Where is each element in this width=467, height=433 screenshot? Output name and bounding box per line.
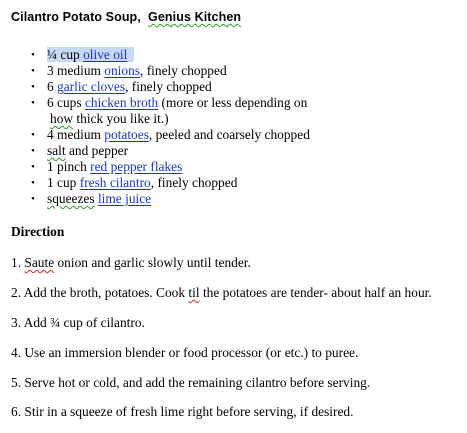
list-item — [0, 143, 310, 159]
recipe-title: Cilantro Potato Soup, — [11, 10, 141, 24]
step-text: Add ¾ cup of cilantro. — [23, 315, 145, 330]
step-number: 4. — [11, 345, 25, 360]
step-number: 6. — [11, 404, 25, 419]
step-number: 2. — [11, 285, 24, 300]
bullet-icon: • — [31, 65, 35, 77]
recipe-source: Genius Kitchen — [148, 10, 242, 24]
bullet-icon: • — [31, 129, 35, 141]
ingredient-link[interactable]: chicken broth — [84, 95, 159, 110]
ingredient-text: 6 cups — [47, 95, 85, 110]
ingredient-link[interactable]: red pepper flakes — [90, 159, 183, 174]
direction-step — [11, 285, 432, 301]
ingredient-text: 6 — [47, 79, 58, 94]
step-text: Stir in a squeeze of fresh lime right before serving, if desired. — [24, 404, 354, 419]
bullet-icon: • — [31, 81, 35, 93]
ingredient-text: 1 pinch — [47, 159, 91, 174]
ingredient-list — [0, 47, 310, 207]
ingredient-text: , finely chopped — [150, 175, 238, 190]
list-item — [0, 111, 310, 127]
ingredient-link[interactable]: onions — [104, 63, 140, 78]
ingredient-text: thick you like it.) — [73, 111, 169, 126]
ingredient-link[interactable]: potatoes — [104, 127, 149, 142]
ingredient-text: , peeled and coarsely chopped — [148, 127, 310, 142]
direction-step — [11, 375, 370, 391]
ingredient-text: 1 cup — [47, 175, 80, 190]
step-text: Add the broth, potatoes. Cook — [23, 285, 189, 300]
step-text: Saute — [24, 255, 55, 270]
step-text: Use an immersion blender or food processor (or etc.) to puree. — [24, 345, 359, 360]
list-item — [0, 127, 310, 143]
direction-step — [11, 404, 353, 420]
list-item — [0, 95, 310, 111]
bullet-icon: • — [31, 145, 35, 157]
ingredient-link[interactable]: fresh cilantro — [79, 175, 151, 190]
step-text: Serve hot or cold, and add the remaining cilantro before serving. — [24, 375, 371, 390]
step-text: onion and garlic slowly until tender. — [54, 255, 251, 270]
page-title — [11, 10, 241, 24]
ingredient-text: 3 medium — [47, 63, 105, 78]
list-item — [0, 47, 310, 63]
ingredient-text: ¼ cup — [47, 47, 84, 62]
ingredient-text: 4 medium — [47, 127, 105, 142]
ingredient-text: (more or less depending on — [158, 95, 308, 110]
direction-step — [11, 255, 251, 271]
step-text: the potatoes are tender- about half an hour. — [199, 285, 432, 300]
ingredient-highlight — [47, 47, 134, 62]
bullet-icon: • — [31, 177, 35, 189]
ingredient-text: and pepper — [65, 143, 129, 158]
ingredient-text: , finely chopped — [140, 63, 227, 78]
ingredient-link[interactable]: olive oil — [83, 47, 128, 62]
direction-heading: Direction — [11, 224, 65, 239]
direction-step — [11, 315, 145, 331]
step-number: 5. — [11, 375, 25, 390]
list-item — [0, 191, 310, 207]
direction-step — [11, 345, 358, 361]
ingredient-text: salt — [47, 143, 66, 158]
ingredient-text: , finely chopped — [125, 79, 212, 94]
step-number: 1. — [11, 255, 25, 270]
list-item — [0, 175, 310, 191]
bullet-icon: • — [31, 49, 35, 61]
bullet-icon: • — [31, 161, 35, 173]
step-text: til — [188, 285, 200, 300]
list-item — [0, 79, 310, 95]
ingredient-link[interactable]: garlic cloves — [57, 79, 126, 94]
ingredient-link[interactable]: lime juice — [97, 191, 152, 206]
ingredient-text: how — [50, 111, 74, 126]
bullet-icon: • — [31, 193, 35, 205]
list-item — [0, 63, 310, 79]
ingredient-text: squeezes — [47, 191, 95, 206]
bullet-icon: • — [31, 97, 35, 109]
step-number: 3. — [11, 315, 24, 330]
list-item — [0, 159, 310, 175]
